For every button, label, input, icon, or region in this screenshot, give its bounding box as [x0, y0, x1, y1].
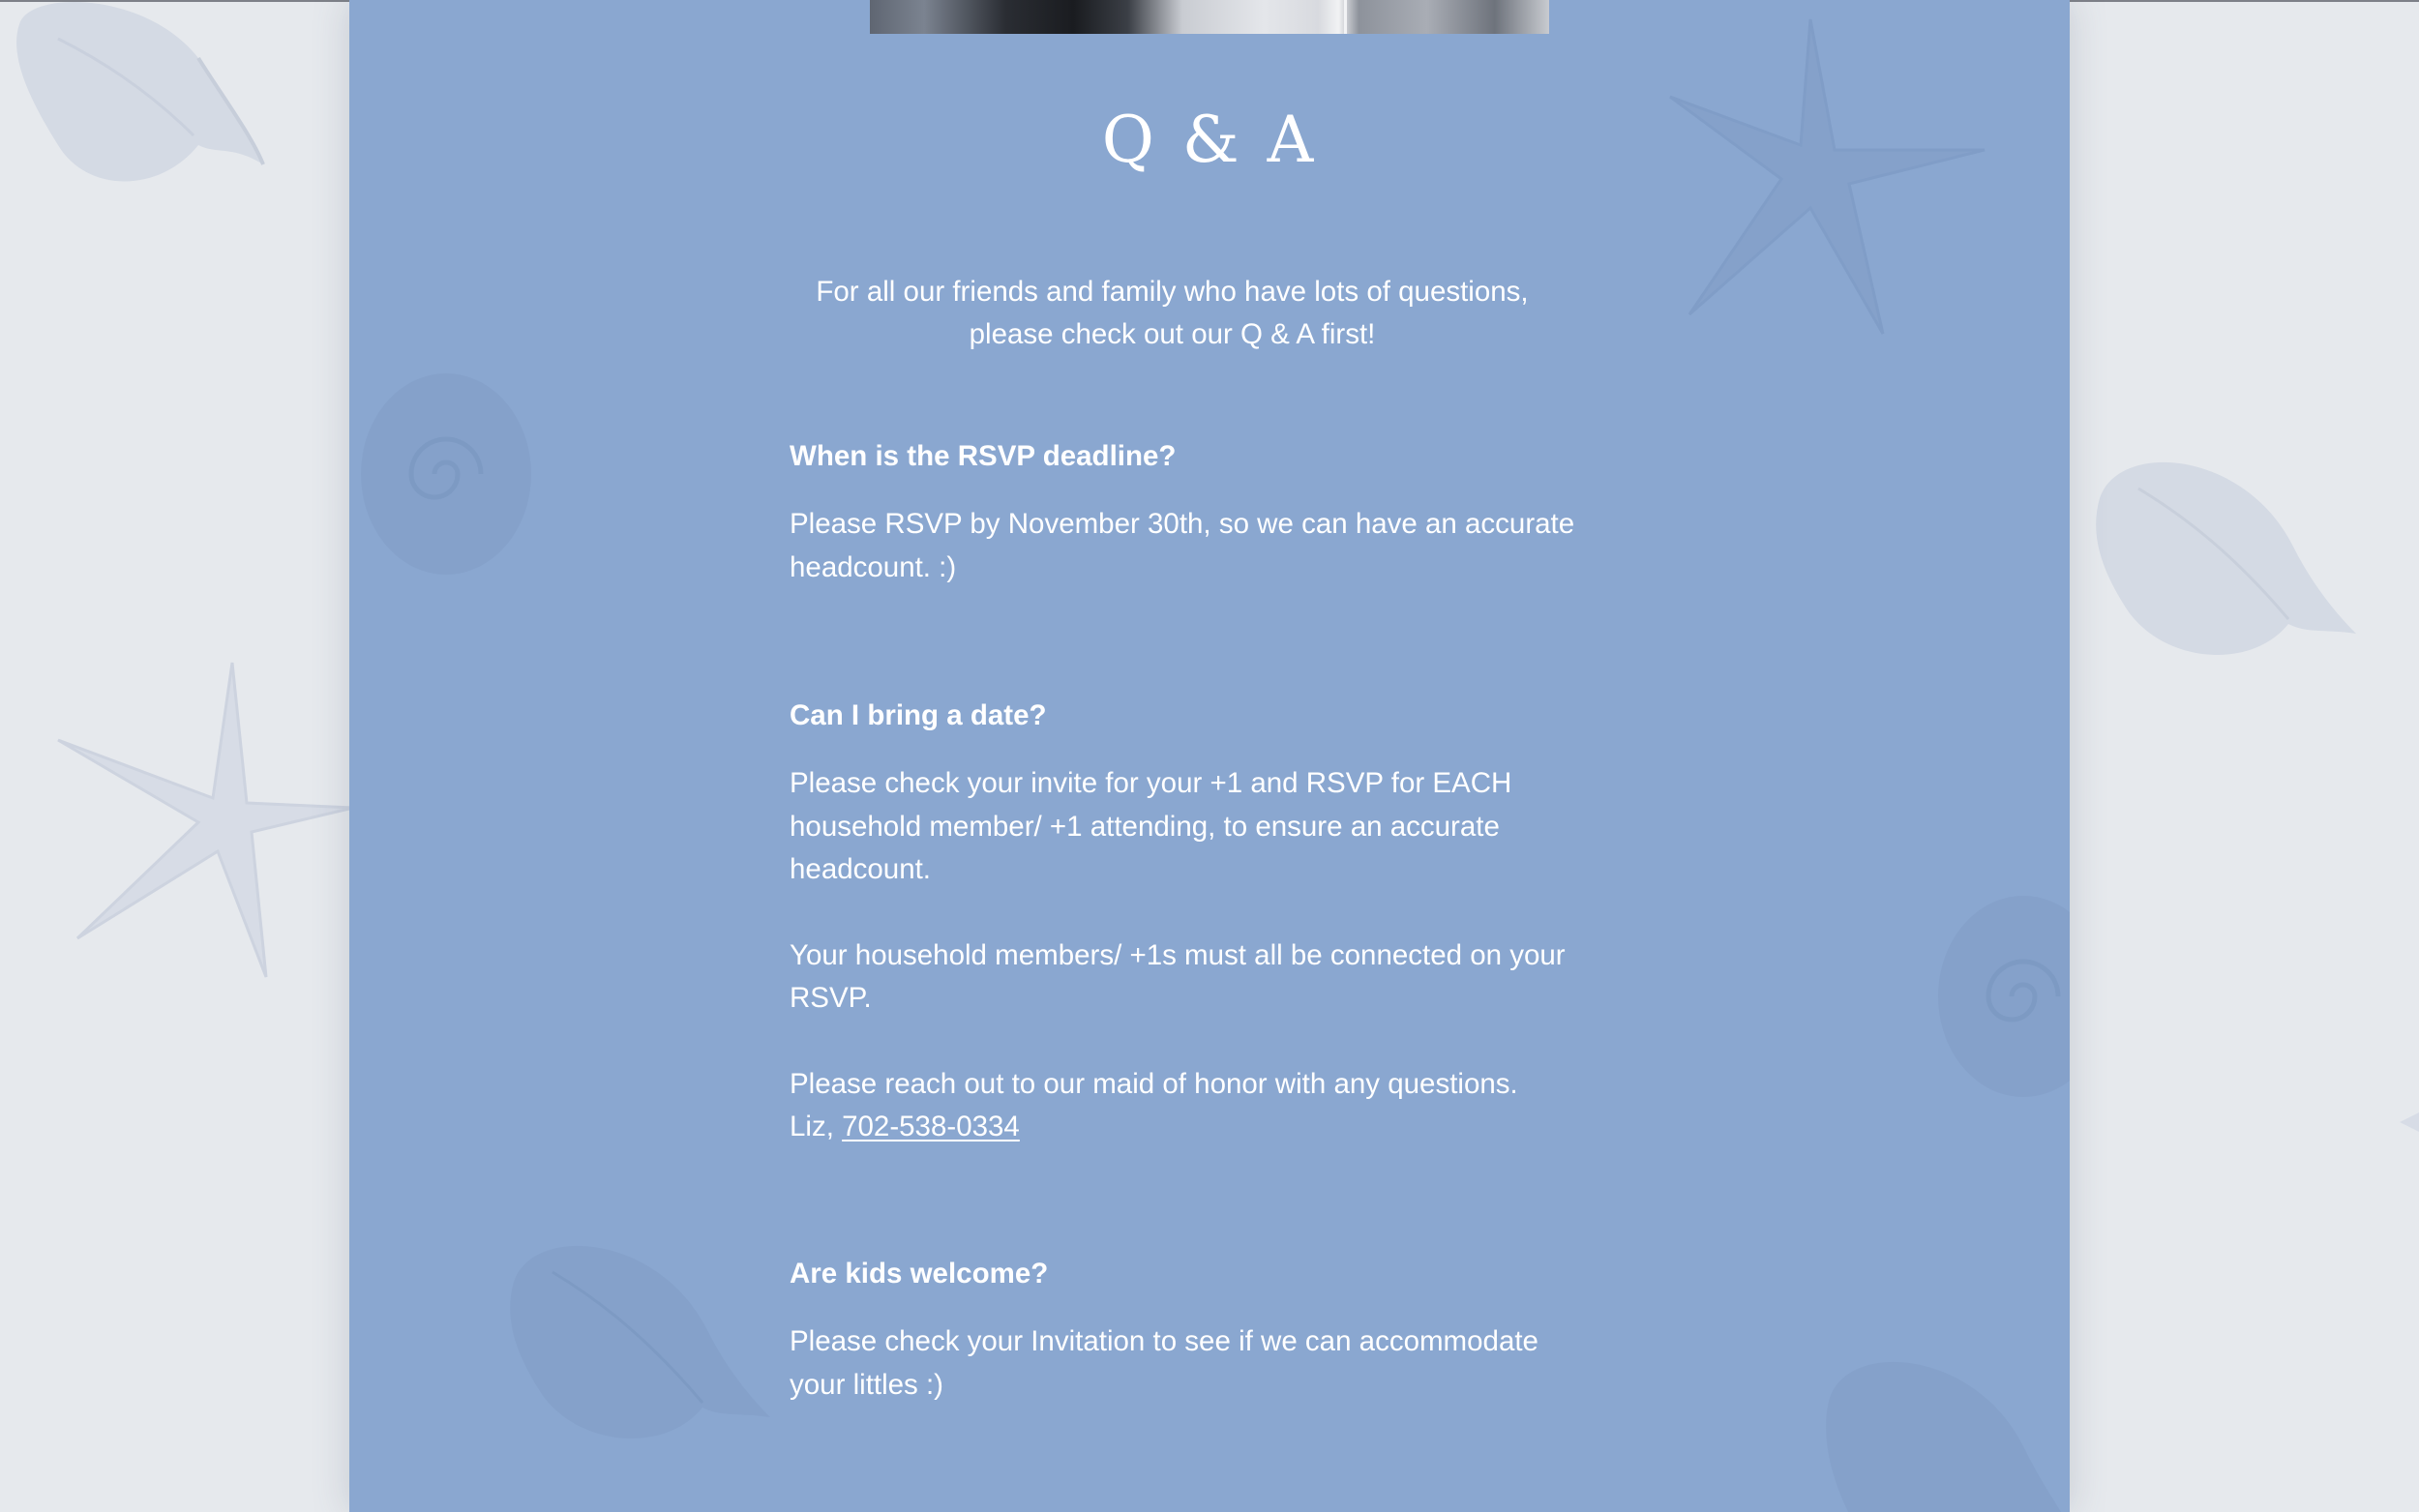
contact-phone-link[interactable]: 702-538-0334	[842, 1111, 1020, 1142]
faq-answer: Please check your Invitation to see if we can accommodate your littles :)	[790, 1325, 1538, 1401]
faq-answer: Please RSVP by November 30th, so we can have an accurate headcount. :)	[790, 508, 1575, 583]
seashell-icon	[1810, 1340, 2062, 1512]
faq-item-bring-date	[790, 695, 1622, 1149]
qa-section-panel	[349, 0, 2070, 1512]
starfish-icon	[53, 658, 363, 987]
seashell-icon	[0, 0, 281, 193]
faq-question: When is the RSVP deadline?	[790, 440, 1177, 472]
faq-answer: Please check your invite for your +1 and RSVP for EACH household member/ +1 attending, to ensure an accurate headcount.	[790, 767, 1512, 885]
couple-photo	[870, 0, 1549, 34]
faq-item-kids-welcome	[790, 1253, 1622, 1407]
seashell-icon	[2080, 440, 2371, 672]
faq-item-rsvp-deadline	[790, 435, 1622, 589]
page-title: Q & A	[1101, 103, 1318, 177]
faq-question: Are kids welcome?	[790, 1258, 1049, 1290]
faq-answer	[790, 1063, 1622, 1149]
starfish-icon	[1665, 15, 1994, 343]
snail-shell-icon	[1936, 890, 2070, 1103]
snail-shell-icon	[359, 368, 543, 580]
seashell-icon	[494, 1224, 785, 1456]
contact-name: Liz,	[790, 1111, 843, 1142]
faq-question: Can I bring a date?	[790, 699, 1047, 731]
faq-answer: Your household members/ +1s must all be connected on your RSVP.	[790, 938, 1566, 1014]
intro-text: For all our friends and family who have lots of questions, please check out our Q & A first!	[816, 276, 1529, 350]
starfish-icon	[2400, 1103, 2419, 1141]
faq-answer-text: Please reach out to our maid of honor with any questions.	[790, 1067, 1518, 1100]
